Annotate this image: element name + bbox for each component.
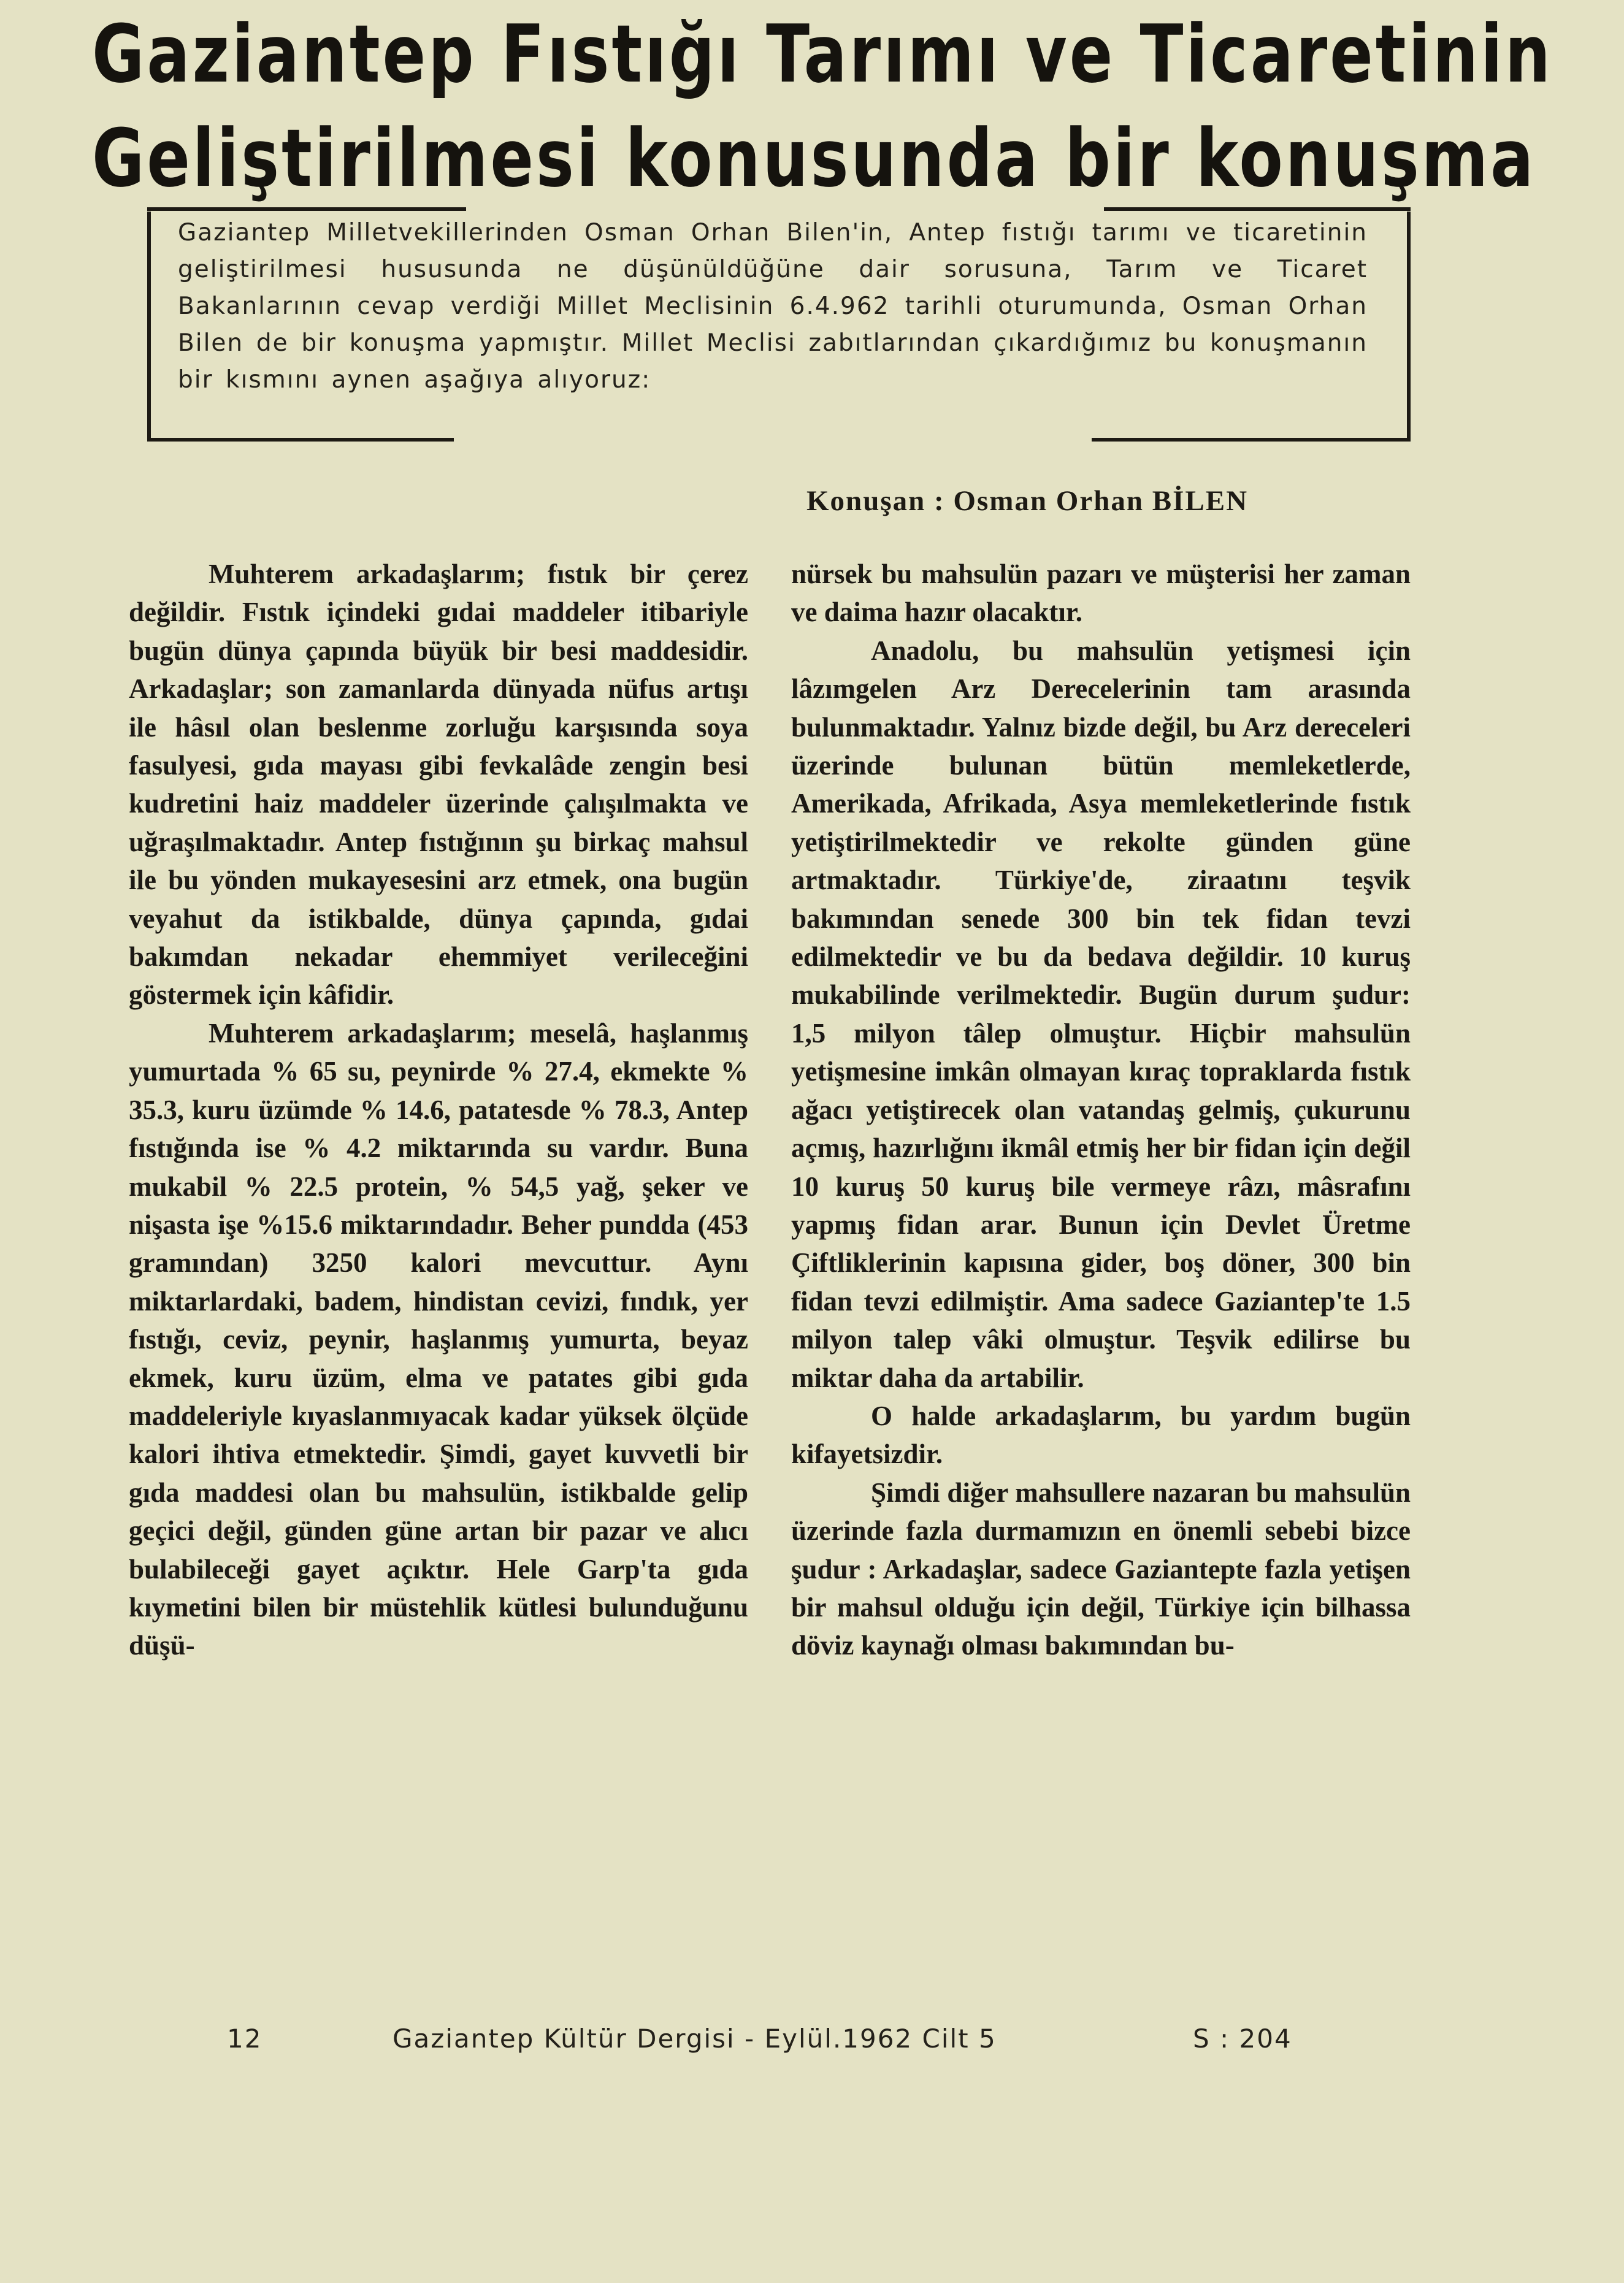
title-line-1: Gaziantep Fıstığı Tarımı ve Ticaretinin [92,7,1553,101]
intro-top-rule-left [147,207,466,211]
speaker-line: Konuşan : Osman Orhan BİLEN [806,485,1249,517]
page-number-right: S : 204 [1193,2024,1292,2054]
page-number-left: 12 [227,2024,262,2054]
left-paragraph-2: Muhterem arkadaşlarım; meselâ, haşlanmış yumurtada % 65 su, peynirde % 27.4, ekmekte % 35.3, kuru üzümde % 14.6, patatesde % 78.3, Antep fıstığında ise % 4.2 miktarında su vardır. Buna mukabil % 22.5 protein, % 54,5 yağ, şeker ve nişasta işe %15.6 miktarındadır. Beher pundda (453 gramından) 3250 kalori mevcuttur. Aynı miktarlardaki, badem, hindistan cevizi, fındık, yer fıstığı, ceviz, peynir, haşlanmış yumurta, beyaz ekmek, kuru üzüm, elma ve patates gibi gıda maddeleriyle kıyaslanmıyacak kadar yüksek ölçüde kalori ihtiva etmektedir. Şimdi, gayet kuvvetli bir gıda maddesi olan bu mahsulün, istikbalde gelip geçici değil, günden güne artan bir pazar ve alıcı bulabileceği gayet açıktır. Hele Garp'ta gıda kıymetini bilen bir müstehlik kütlesi bulunduğunu düşü- [129,1017,748,1661]
left-paragraph-1: Muhterem arkadaşlarım; fıstık bir çerez değildir. Fıstık içindeki gıdai maddeler itibariyle bugün dünya çapında büyük bir besi maddesidir. Arkadaşlar; son zamanlarda dünyada nüfus artışı ile hâsıl olan beslenme zorluğu karşısında soya fasulyesi, gıda mayası gibi fevkalâde zengin besi kudretini haiz maddeler üzerinde çalışılmakta ve uğraşılmaktadır. Antep fıstığının şu birkaç mahsul ile bu yönden mukayesesini arz etmek, ona bugün veyahut da istikbalde, dünya çapında, gıdai bakımdan nekadar ehemmiyet verileceğini göstermek için kâfidir. [129,559,748,1011]
intro-paragraph: Gaziantep Milletvekillerinden Osman Orhan Bilen'in, Antep fıstığı tarımı ve ticaretinin geliştirilmesi hususunda ne düşünüldüğüne dair sorusuna, Tarım ve Ticaret Bakanlarının cevap verdiği Millet Meclisinin 6.4.962 tarihli oturumunda, Osman Orhan Bilen de bir konuşma yapmıştır. Millet Meclisi zabıtlarından çıkardığımız bu konuşmanın bir kısmını aynen aşağıya alıyoruz: [178,219,1368,394]
right-paragraph-2: Anadolu, bu mahsulün yetişmesi için lâzımgelen Arz Derecelerinin tam arasında bulunmaktadır. Yalnız bizde değil, bu Arz dereceleri üzerinde bulunan bütün memleketlerde, Amerikada, Afrikada, Asya memleketlerinde fıstık yetiştirilmektedir ve rekolte günden güne artmaktadır. Türkiye'de, ziraatını teşvik bakımından senede 300 bin tek fidan tevzi edilmektedir ve bu da bedava değildir. 10 kuruş mukabilinde verilmektedir. Bugün durum şudur: 1,5 milyon tâlep olmuştur. Hiçbir mahsulün yetişmesine imkân olmayan kıraç topraklarda fıstık ağacı yetiştirecek olan vatandaş gelmiş, çukurunu açmış, hazırlığını ikmâl etmiş her bir fidan için değil 10 kuruş 50 kuruş bile vermeye râzı, mâsrafını yapmış fidan arar. Bunun için Devlet Üretme Çiftliklerinin kapısına gider, boş döner, 300 bin fidan tevzi edilmiştir. Ama sadece Gaziantep'te 1.5 milyon talep vâki olmuştur. Teşvik edilirse bu miktar daha da artabilir. [791,635,1411,1393]
title-line-2: Geliştirilmesi konusunda bir konuşma [92,111,1536,205]
right-paragraph-1: nürsek bu mahsulün pazarı ve müşterisi her zaman ve daima hazır olacaktır. [791,559,1411,628]
page-footer [0,2024,1624,2060]
intro-top-rule-right [1104,207,1411,211]
right-column [791,555,1411,1665]
journal-info: Gaziantep Kültür Dergisi - Eylül.1962 Cilt 5 [393,2024,997,2054]
left-column [129,555,748,1665]
right-paragraph-3: O halde arkadaşlarım, bu yardım bugün kifayetsizdir. [791,1400,1411,1470]
intro-bottom-rule-left [147,438,454,442]
intro-bottom-rule-right [1092,438,1411,442]
right-paragraph-4: Şimdi diğer mahsullere nazaran bu mahsulün üzerinde fazla durmamızın en önemli sebebi bizce şudur : Arkadaşlar, sadece Gaziantepte fazla yetişen bir mahsul olduğu için değil, Türkiye için bilhassa döviz kaynağı olması bakımından bu- [791,1477,1411,1661]
